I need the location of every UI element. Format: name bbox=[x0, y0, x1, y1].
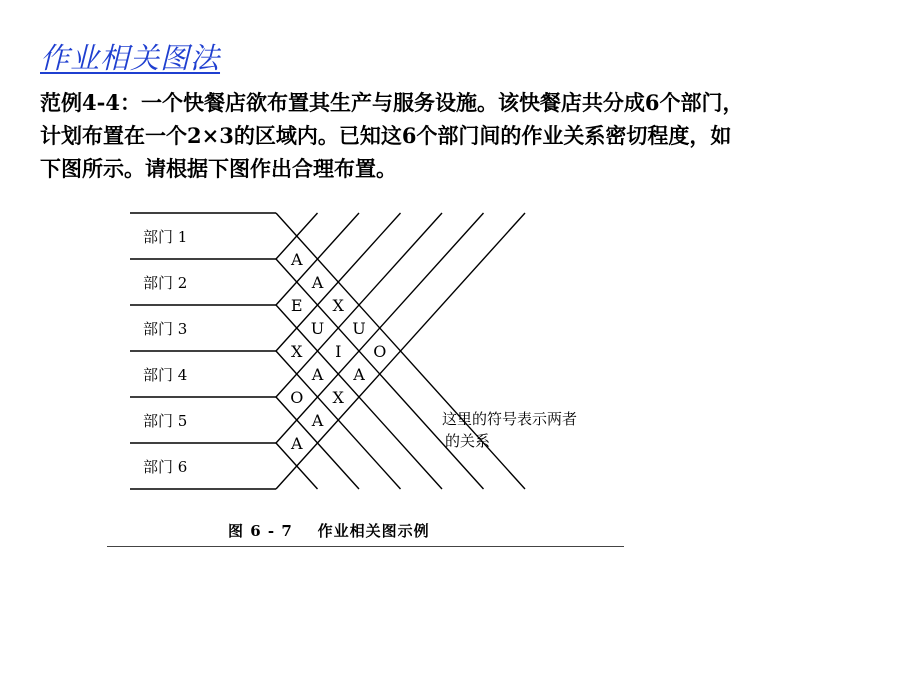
paragraph-line-1: 范例4-4：一个快餐店欲布置其生产与服务设施。该快餐店共分成6个部门， bbox=[40, 90, 744, 115]
relationship-code: U bbox=[310, 319, 325, 338]
relationship-code: A bbox=[290, 250, 303, 269]
relationship-code: U bbox=[352, 319, 366, 338]
relationship-code: E bbox=[290, 296, 303, 315]
department-label: 部门 3 bbox=[143, 320, 188, 338]
department-label: 部门 4 bbox=[143, 366, 188, 384]
caption-divider bbox=[107, 546, 624, 547]
page-title: 作业相关图法 bbox=[40, 41, 221, 75]
relationship-code: A bbox=[311, 411, 324, 430]
annotation-line-2: 的关系 bbox=[445, 432, 491, 450]
relationship-codes bbox=[290, 250, 386, 453]
department-label: 部门 6 bbox=[143, 458, 188, 476]
relationship-code: X bbox=[332, 388, 344, 407]
relationship-code: A bbox=[311, 365, 324, 384]
annotation-line-1: 这里的符号表示两者 bbox=[442, 410, 578, 428]
department-label: 部门 5 bbox=[143, 412, 188, 430]
relationship-code: A bbox=[311, 273, 324, 292]
relationship-code: O bbox=[290, 388, 304, 407]
relationship-code: X bbox=[291, 342, 303, 361]
department-rows bbox=[130, 213, 276, 489]
paragraph-line-3: 下图所示。请根据下图作出合理布置。 bbox=[40, 156, 397, 181]
department-label: 部门 2 bbox=[143, 274, 188, 292]
relationship-code: A bbox=[353, 365, 365, 384]
paragraph-line-2: 计划布置在一个2×3的区域内。已知这6个部门间的作业关系密切程度，如 bbox=[40, 123, 732, 148]
relationship-code: I bbox=[335, 342, 342, 361]
relationship-code: O bbox=[373, 342, 387, 361]
annotation-note bbox=[442, 408, 577, 452]
relationship-code: X bbox=[332, 296, 344, 315]
figure-caption: 图 6 - 7 作业相关图示例 bbox=[228, 522, 430, 540]
department-label: 部门 1 bbox=[143, 228, 188, 246]
relationship-code: A bbox=[290, 434, 303, 453]
